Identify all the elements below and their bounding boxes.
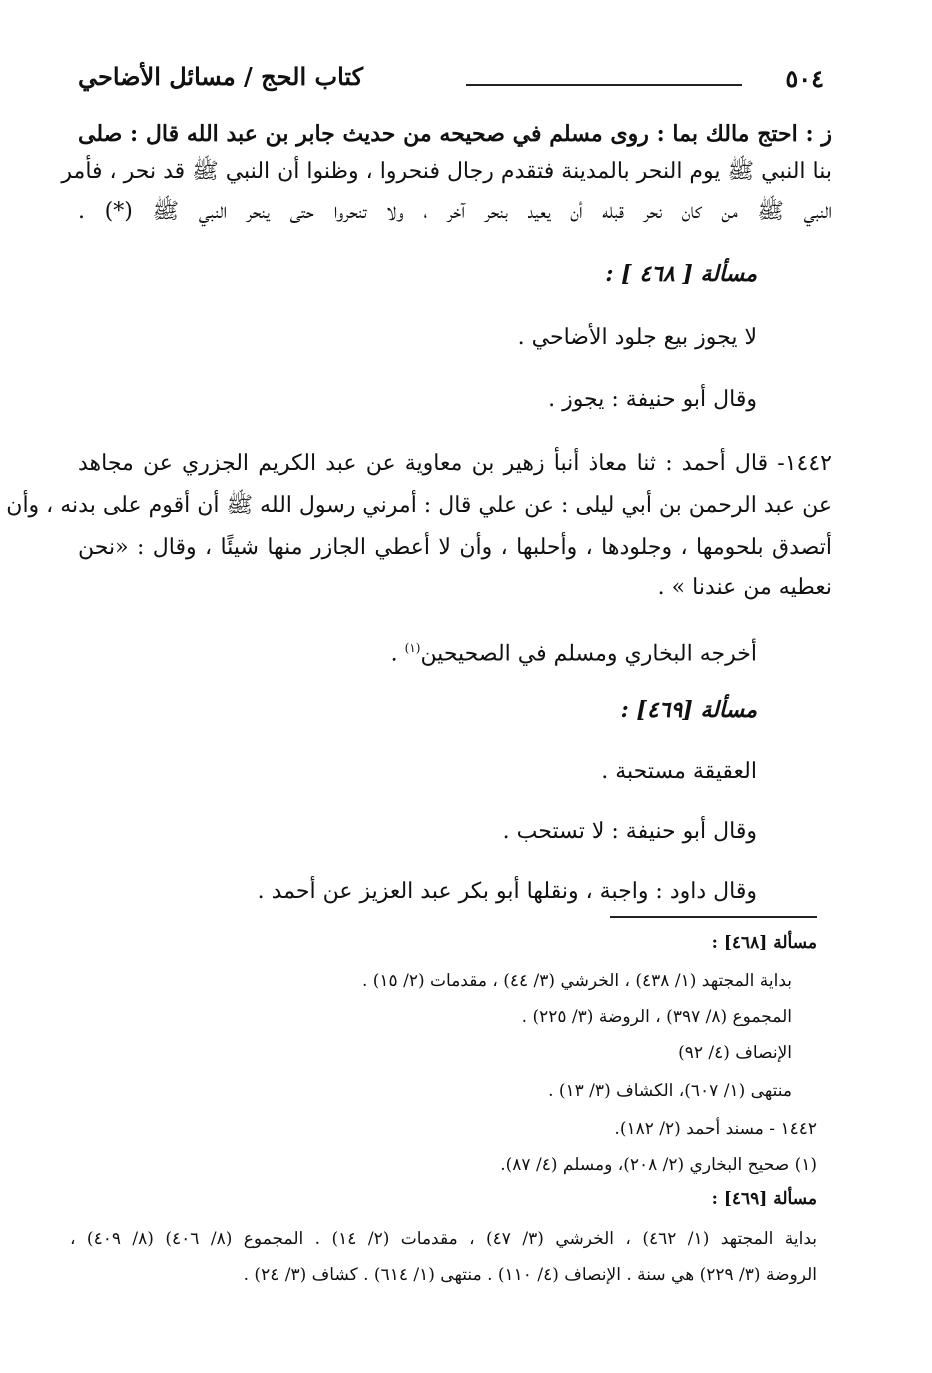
footnote-1: (١) صحيح البخاري (٢/ ٢٠٨)، ومسلم (٤/ ٨٧). xyxy=(500,1155,817,1175)
hadith-line-2: عن عبد الرحمن بن أبي ليلى : عن علي قال : أمرني رسول الله ﷺ أن أقوم على بدنه ، وأن xyxy=(6,493,832,518)
footnote-468-ref-2: المجموع (٨/ ٣٩٧) ، الروضة (٣/ ٢٢٥) . xyxy=(521,1007,792,1027)
footnote-468-ref-1: بداية المجتهد (١/ ٤٣٨) ، الخرشي (٣/ ٤٤) ، مقدمات (٢/ ١٥) . xyxy=(361,971,792,991)
page-header xyxy=(78,62,824,102)
hadith-line-4: نعطيه من عندنا » . xyxy=(657,575,832,600)
footnote-469-title: مسألة [٤٦٩] : xyxy=(711,1189,817,1209)
page-number: ٥٠٤ xyxy=(785,64,824,93)
running-title: كتاب الحج / مسائل الأضاحي xyxy=(78,62,364,91)
footnote-468-ref-4: منتهى (١/ ٦٠٧)، الكشاف (٣/ ١٣) . xyxy=(548,1081,792,1101)
masala-468-ruling: لا يجوز بيع جلود الأضاحي . xyxy=(517,325,757,350)
masala-469-dawud: وقال داود : واجبة ، ونقلها أبو بكر عبد العزيز عن أحمد . xyxy=(257,879,757,904)
masala-468-hanifa: وقال أبو حنيفة : يجوز . xyxy=(548,387,757,412)
masala-468-heading: مسألة [ ٤٦٨ ] : xyxy=(605,261,757,287)
hadith-line-1: ١٤٤٢- قال أحمد : ثنا معاذ أنبأ زهير بن معاوية عن عبد الكريم الجزري عن مجاهد xyxy=(78,451,832,476)
header-rule xyxy=(466,84,742,86)
footnote-468-title: مسألة [٤٦٨] : xyxy=(711,933,817,953)
footnote-ref-1[interactable]: (١) xyxy=(404,641,421,655)
masala-469-ruling: العقيقة مستحبة . xyxy=(601,759,757,784)
footnote-468-ref-3: الإنصاف (٤/ ٩٢) xyxy=(678,1043,792,1063)
takhrij-text: أخرجه البخاري ومسلم في الصحيحين xyxy=(420,641,757,667)
masala-469-hanifa: وقال أبو حنيفة : لا تستحب . xyxy=(502,819,757,844)
footnote-469-ref-2: الروضة (٣/ ٢٢٩) هي سنة . الإنصاف (٤/ ١١٠) . منتهى (١/ ٦١٤) . كشاف (٣/ ٢٤) . xyxy=(243,1265,817,1285)
footnote-hadith-ref: ١٤٤٢ - مسند أحمد (٢/ ١٨٢). xyxy=(614,1119,817,1139)
zay-line-2: بنا النبي ﷺ يوم النحر بالمدينة فتقدم رجال فنحروا ، وظنوا أن النبي ﷺ قد نحر ، فأمر xyxy=(61,159,832,184)
zay-line-1: ز : احتج مالك بما : روى مسلم في صحيحه من حديث جابر بن عبد الله قال : صلى xyxy=(78,121,832,147)
hadith-line-3: أتصدق بلحومها ، وجلودها ، وأحلبها ، وأن لا أعطي الجازر منها شيئًا ، وقال : «نحن xyxy=(78,535,832,560)
takhrij xyxy=(78,632,757,670)
masala-469-heading: مسألة [٤٦٩] : xyxy=(620,697,757,723)
zay-line-3: النبي ﷺ من كان نحر قبله أن يعيد بنحر آخر ، ولا تنحروا حتى ينحر النبي ﷺ (*) . xyxy=(78,199,832,224)
takhrij-end: . xyxy=(390,641,405,667)
footnote-separator xyxy=(610,916,817,918)
footnote-469-ref-1: بداية المجتهد (١/ ٤٦٢) ، الخرشي (٣/ ٤٧) ، مقدمات (٢/ ١٤) . المجموع (٨/ ٤٠٦) (٨/ ٤٠٩) ، xyxy=(70,1229,818,1249)
